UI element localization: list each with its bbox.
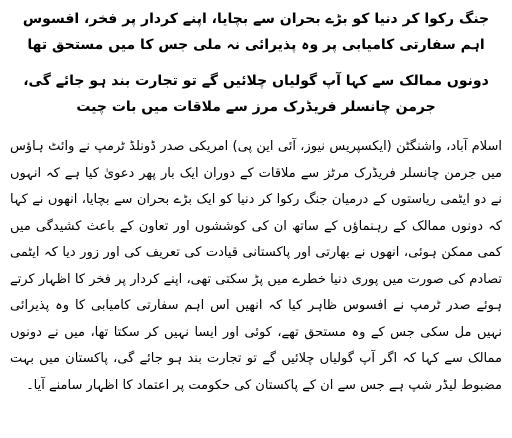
article-body: اسلام آباد، واشنگٹن (ایکسپریس نیوز، آئی این پی) امریکی صدر ڈونلڈ ٹرمپ نے وائٹ ہاؤس میں جرمن چانسلر فریڈرک مرٹز سے ملاقات کے دوران ایک بار پھر دعویٰ کیا ہے کہ انہوں نے دو ایٹمی ریاستوں کے درمیان جنگ رکوا کر دنیا کو ایک بڑے بحران سے بچایا، انھوں نے کہا کہ دونوں ممالک کے رہنماؤں کے ساتھ ان کی کوششوں اور تعاون کے باعث کشیدگی میں کمی ممکن ہوئی، انھوں نے بھارتی اور پاکستانی قیادت کی تعریف کی اور زور دیا کہ ایٹمی تصادم کی صورت میں پوری دنیا خطرے میں پڑ سکتی تھی، اپنے کردار پر فخر کا اظہار کرتے ہوئے صدر ٹرمپ نے افسوس ظاہر کیا کہ انھیں اس اہم سفارتی کامیابی کا وہ پذیرائی نہیں مل سکی جس کے وہ مستحق تھے، کوئی اور ایسا نہیں کر سکتا تھا، میں نے دونوں ممالک سے کہا کہ اگر آپ گولیاں چلائیں گے تو تجارت بند ہو جائے گی، پاکستان میں بہت مضبوط لیڈر شپ ہے جس سے ان کے پاکستان کی حکومت پر اعتماد کا اظہار سامنے آیا۔ [10,139,502,393]
article-subheadline: دونوں ممالک سے کہا آپ گولیاں چلائیں گے تو تجارت بند ہو جائے گی، جرمن چانسلر فریڈرک مرز سے ملاقات میں بات چیت [23,73,489,115]
article-headline: جنگ رکوا کر دنیا کو بڑے بحران سے بچایا، اپنے کردار پر فخر، افسوس اہم سفارتی کامیابی پر وہ پذیرائی نہ ملی جس کا میں مستحق تھا [22,11,490,53]
